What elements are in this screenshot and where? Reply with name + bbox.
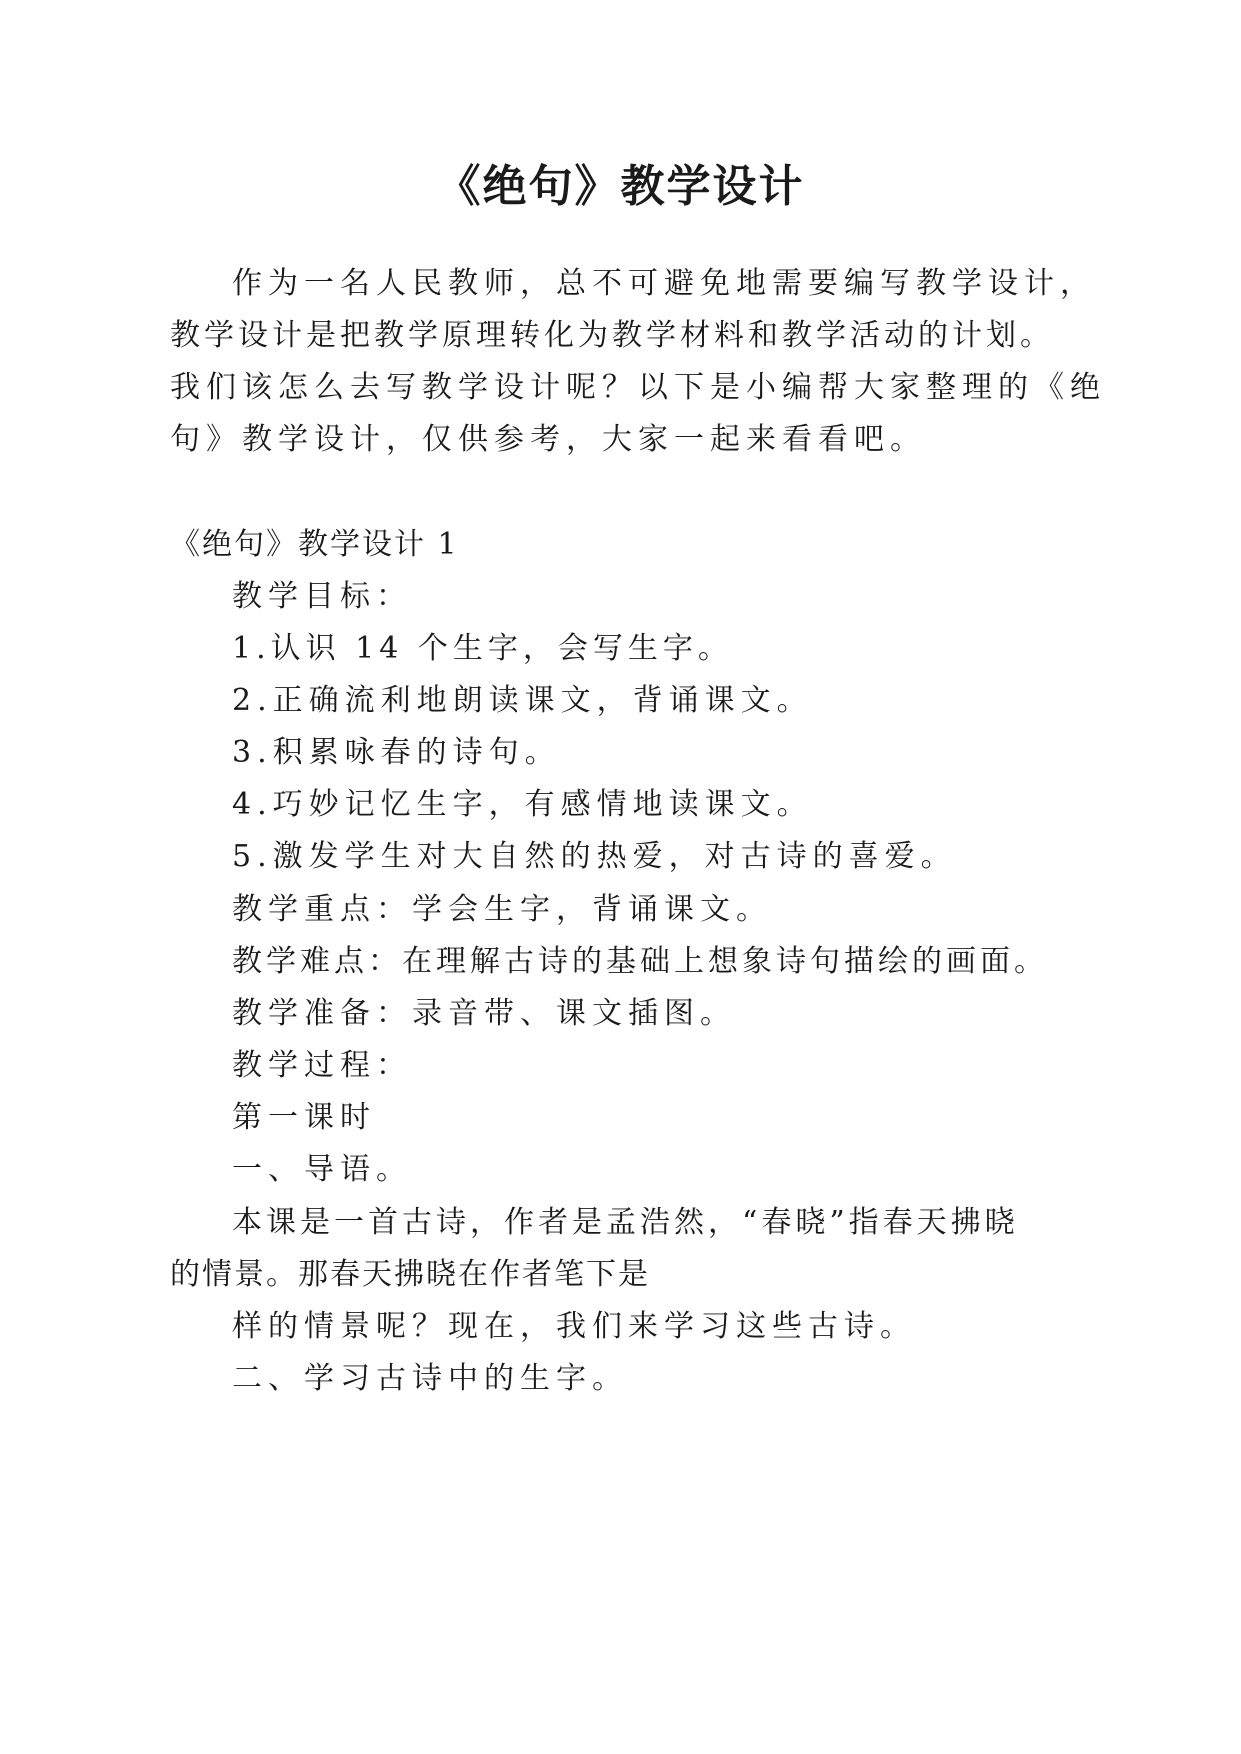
body-line: 本课是一首古诗，作者是孟浩然，“春晓”指春天拂晓 [232,1205,1019,1240]
body-line: 4.巧妙记忆生字，有感情地读课文。 [232,787,813,822]
body-line: 教学过程： [232,1048,412,1083]
body-line: 的情景。那春天拂晓在作者笔下是 [170,1257,650,1292]
intro-line: 作为一名人民教师，总不可避免地需要编写教学设计， [232,266,1096,301]
body-line: 二、学习古诗中的生字。 [232,1361,628,1396]
body-line: 教学难点：在理解古诗的基础上想象诗句描绘的画面。 [232,944,1048,979]
intro-line: 教学设计是把教学原理转化为教学材料和教学活动的计划。 [170,318,1054,353]
section-heading: 《绝句》教学设计 1 [170,527,459,562]
intro-line: 我们该怎么去写教学设计呢？以下是小编帮大家整理的《绝 [170,370,1106,405]
intro-line: 句》教学设计，仅供参考，大家一起来看看吧。 [170,422,926,457]
document-title: 《绝句》教学设计 [436,161,805,212]
body-line: 样的情景呢？现在，我们来学习这些古诗。 [232,1309,916,1344]
body-line: 2.正确流利地朗读课文，背诵课文。 [232,683,813,718]
body-line: 教学准备：录音带、课文插图。 [232,996,736,1031]
body-line: 3.积累咏春的诗句。 [232,735,561,770]
body-line: 5.激发学生对大自然的热爱，对古诗的喜爱。 [232,839,957,874]
body-line: 第一课时 [232,1100,376,1135]
body-line: 教学重点：学会生字，背诵课文。 [232,892,772,927]
body-line: 教学目标： [232,579,412,614]
body-line: 一、导语。 [232,1152,412,1187]
body-line: 1.认识 14 个生字，会写生字。 [232,631,733,666]
